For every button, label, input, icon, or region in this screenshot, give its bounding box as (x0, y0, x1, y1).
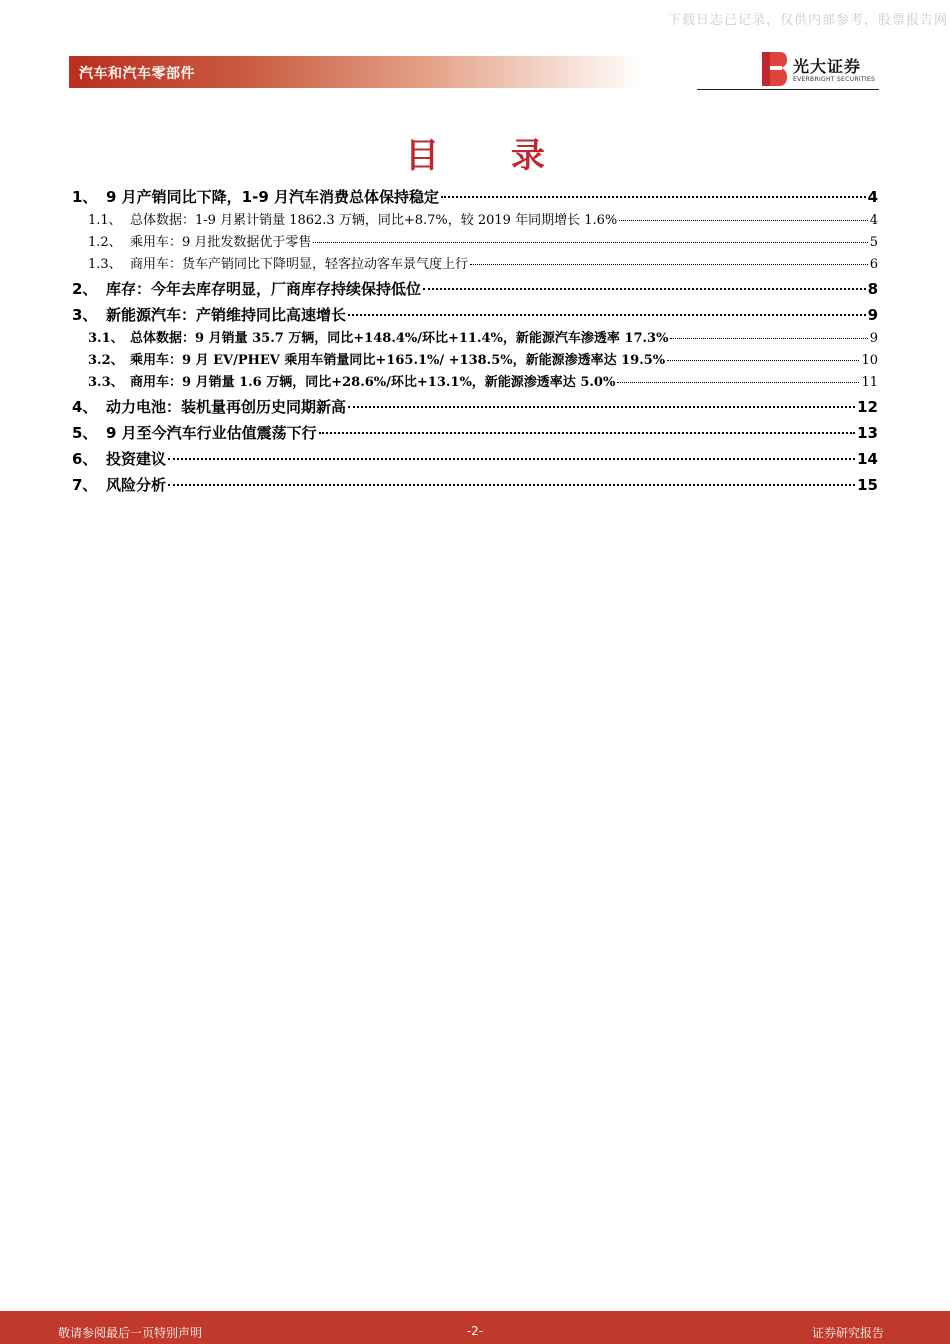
toc-entry[interactable] (72, 372, 878, 394)
company-logo (762, 52, 880, 86)
toc-entry-number: 5、 (72, 424, 98, 442)
page-footer (0, 1311, 950, 1344)
footer-disclaimer-link: 敬请参阅最后一页特别声明 (58, 1326, 203, 1340)
toc-leader-dots (617, 382, 859, 383)
toc-leader-dots (619, 220, 867, 221)
toc-leader-dots (168, 484, 855, 486)
toc-entry[interactable] (72, 276, 878, 302)
toc-entry-text: 商用车：货车产销同比下降明显，轻客拉动客车景气度上行 (130, 257, 469, 272)
toc-entry[interactable] (72, 446, 878, 472)
toc-leader-dots (423, 288, 866, 290)
toc-entry-page: 11 (861, 375, 878, 390)
toc-entry-page: 12 (857, 398, 878, 416)
toc-entry-text: 风险分析 (106, 476, 167, 494)
toc-entry[interactable] (72, 210, 878, 232)
toc-leader-dots (670, 338, 867, 339)
toc-entry-text: 动力电池：装机量再创历史同期新高 (106, 398, 347, 416)
toc-entry-number: 3.1、 (88, 331, 124, 346)
toc-entry-page: 10 (861, 353, 878, 368)
toc-leader-dots (168, 458, 855, 460)
toc-entry-page: 5 (869, 235, 878, 250)
toc-leader-dots (667, 360, 859, 361)
toc-entry[interactable] (72, 254, 878, 276)
toc-entry-text: 乘用车：9 月批发数据优于零售 (130, 235, 312, 250)
toc-leader-dots (319, 432, 855, 434)
toc-entry[interactable] (72, 328, 878, 350)
toc-entry-page: 4 (869, 213, 878, 228)
toc-leader-dots (348, 406, 855, 408)
header-divider (697, 89, 879, 90)
toc-leader-dots (348, 314, 866, 316)
toc-entry[interactable] (72, 232, 878, 254)
toc-entry[interactable] (72, 184, 878, 210)
toc-entry-page: 13 (857, 424, 878, 442)
toc-entry-page: 9 (869, 331, 878, 346)
toc-entry-page: 15 (857, 476, 878, 494)
toc-entry-text: 商用车：9 月销量 1.6 万辆，同比+28.6%/环比+13.1%，新能源渗透率达 5.0% (130, 375, 616, 390)
toc-entry-text: 库存：今年去库存明显，厂商库存持续保持低位 (106, 280, 422, 298)
toc-entry-text: 新能源汽车：产销维持同比高速增长 (106, 306, 347, 324)
toc-entry-text: 9 月至今汽车行业估值震荡下行 (106, 424, 317, 442)
toc-entry[interactable] (72, 420, 878, 446)
toc-entry-number: 2、 (72, 280, 98, 298)
toc-entry[interactable] (72, 472, 878, 498)
toc-entry[interactable] (72, 302, 878, 328)
toc-entry-text: 总体数据：9 月销量 35.7 万辆，同比+148.4%/环比+11.4%，新能源汽车渗透率 17.3% (130, 331, 669, 346)
toc-entry-number: 4、 (72, 398, 98, 416)
toc-entry[interactable] (72, 394, 878, 420)
watermark-text: 下载日志已记录，仅供内部参考，股票报告网 (667, 13, 948, 28)
toc-entry-page: 4 (867, 188, 878, 206)
toc-entry-number: 3.3、 (88, 375, 124, 390)
toc-leader-dots (313, 242, 867, 243)
logo-subtitle: EVERBRIGHT SECURITIES (793, 76, 876, 83)
toc-title: 目 录 (405, 136, 575, 176)
toc-entry-number: 7、 (72, 476, 98, 494)
toc-leader-dots (470, 264, 868, 265)
page-number: -2- (466, 1324, 484, 1338)
toc-entry-number: 6、 (72, 450, 98, 468)
toc-entry-number: 3.2、 (88, 353, 124, 368)
toc-entry-text: 乘用车：9 月 EV/PHEV 乘用车销量同比+165.1%/ +138.5%，新能源渗透率达 19.5% (130, 353, 666, 368)
toc-entry-number: 1.2、 (88, 235, 122, 250)
toc-entry-number: 1、 (72, 188, 98, 206)
toc-entry-page: 6 (869, 257, 878, 272)
toc-entry-number: 1.1、 (88, 213, 122, 228)
toc-entry-number: 3、 (72, 306, 98, 324)
toc-entry-text: 投资建议 (106, 450, 167, 468)
toc-entry-page: 9 (867, 306, 878, 324)
toc-entry-page: 14 (857, 450, 878, 468)
table-of-contents (72, 184, 878, 498)
logo-name: 光大证券 (793, 57, 862, 76)
toc-entry-number: 1.3、 (88, 257, 122, 272)
section-header-band (69, 56, 644, 88)
toc-entry-text: 9 月产销同比下降，1-9 月汽车消费总体保持稳定 (106, 188, 439, 206)
logo-mark-icon (762, 52, 787, 86)
toc-entry-page: 8 (867, 280, 878, 298)
toc-entry[interactable] (72, 350, 878, 372)
toc-entry-text: 总体数据：1-9 月累计销量 1862.3 万辆，同比+8.7%，较 2019 年同期增长 1.6% (130, 213, 618, 228)
footer-report-type: 证券研究报告 (811, 1326, 884, 1340)
section-title: 汽车和汽车零部件 (79, 66, 195, 82)
toc-leader-dots (441, 196, 866, 198)
